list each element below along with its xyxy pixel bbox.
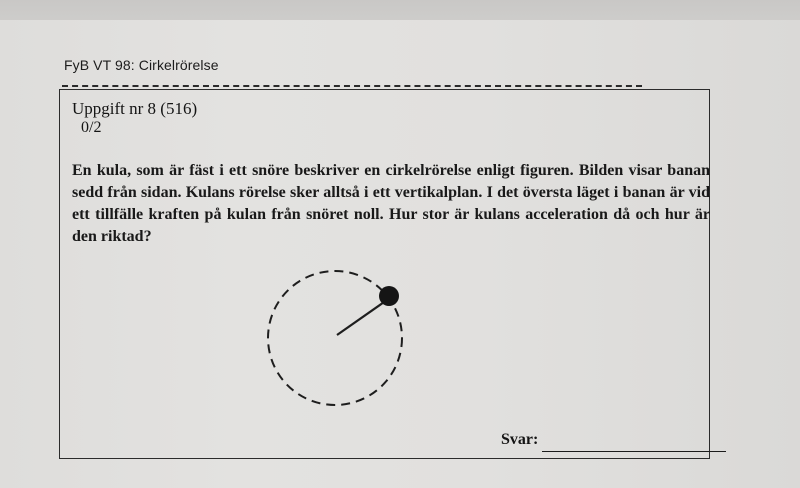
task-score: 0/2 <box>81 119 102 136</box>
task-question-text: En kula, som är fäst i ett snöre beskriver en cirkelrörelse enligt figuren. Bilden visar banan sedd från sidan. Kulans rörelse sker alltså i ett vertikalplan. I det översta läget i banan är vid ett tillfälle kraften på kulan från snöret noll. Hur stor är kulans acceleration då och hur är den riktad? <box>72 162 710 245</box>
course-title: FyB VT 98: Cirkelrörelse <box>64 57 219 73</box>
answer-label: Svar: <box>501 431 539 448</box>
dashed-separator <box>62 85 642 87</box>
string-line <box>337 300 387 335</box>
answer-line[interactable] <box>542 451 726 452</box>
ball <box>379 286 399 306</box>
circular-motion-figure <box>255 255 425 425</box>
task-number: Uppgift nr 8 (516) <box>72 99 198 118</box>
